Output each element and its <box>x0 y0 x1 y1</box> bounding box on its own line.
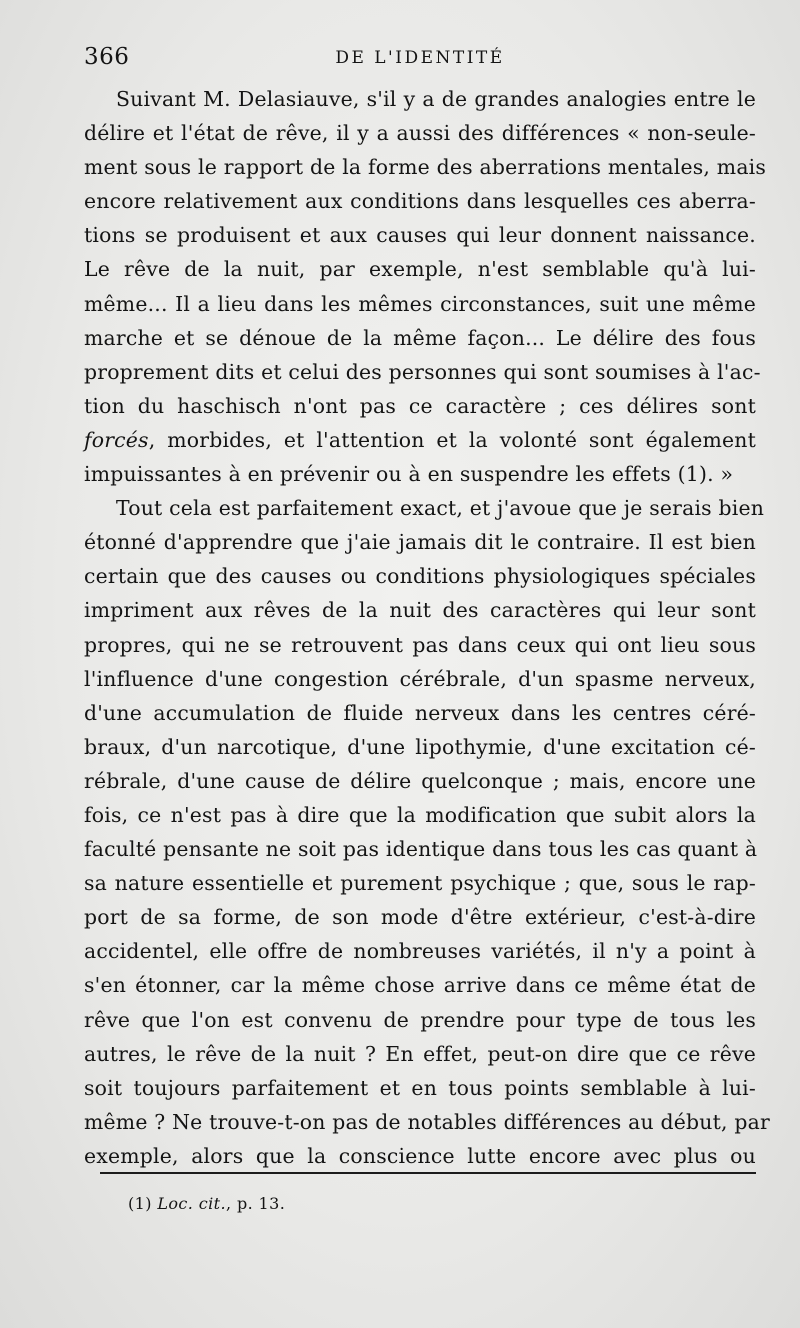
text-line: propres, qui ne se retrouvent pas dans ceux qui ont lieu sous <box>84 632 756 657</box>
text-line: même... Il a lieu dans les mêmes circonstances, suit une même <box>84 291 756 316</box>
page-number: 366 <box>84 44 130 70</box>
text-line: tions se produisent et aux causes qui leur donnent naissance. <box>84 223 756 248</box>
text-line: Tout cela est parfaitement exact, et j'avoue que je serais bien <box>116 496 765 521</box>
text-line: exemple, alors que la conscience lutte encore avec plus ou <box>84 1143 756 1168</box>
text-line: l'influence d'une congestion cérébrale, d'un spasme nerveux, <box>84 666 756 691</box>
text-line: étonné d'apprendre que j'aie jamais dit le contraire. Il est bien <box>84 530 756 555</box>
text-line: délire et l'état de rêve, il y a aussi des différences « non-seule- <box>84 121 756 146</box>
text-line: forcés, morbides, et l'attention et la volonté sont également <box>84 427 756 452</box>
text-line: port de sa forme, de son mode d'être extérieur, c'est-à-dire <box>84 905 756 930</box>
text-line: d'une accumulation de fluide nerveux dans les centres céré- <box>84 700 756 725</box>
text-line: rêve que l'on est convenu de prendre pour type de tous les <box>84 1007 756 1032</box>
emphasis-word: forcés <box>84 427 149 452</box>
text-line: autres, le rêve de la nuit ? En effet, peut-on dire que ce rêve <box>84 1041 756 1066</box>
footnote-page: , p. 13. <box>225 1194 286 1213</box>
text-line: même ? Ne trouve-t-on pas de notables différences au début, par <box>84 1109 770 1134</box>
footnote-rule <box>100 1172 756 1174</box>
footnote-marker: (1) <box>128 1194 152 1213</box>
text-line: faculté pensante ne soit pas identique dans tous les cas quant à <box>84 837 758 862</box>
text-line: fois, ce n'est pas à dire que la modification que subit alors la <box>84 802 756 827</box>
running-title: DE L'IDENTITÉ <box>335 48 505 68</box>
text-line: certain que des causes ou conditions physiologiques spéciales <box>84 564 756 589</box>
text-line: encore relativement aux conditions dans lesquelles ces aberra- <box>84 189 756 214</box>
body-text <box>84 82 770 1173</box>
text-line: proprement dits et celui des personnes qui sont soumises à l'ac- <box>84 359 761 384</box>
footnote <box>128 1194 285 1213</box>
text-line: rébrale, d'une cause de délire quelconque ; mais, encore une <box>84 768 756 793</box>
text-line: soit toujours parfaitement et en tous points semblable à lui- <box>84 1075 756 1100</box>
page-header <box>84 44 756 74</box>
text-line: accidentel, elle offre de nombreuses variétés, il n'y a point à <box>84 939 756 964</box>
text-line: Le rêve de la nuit, par exemple, n'est semblable qu'à lui- <box>84 257 756 282</box>
text-line: sa nature essentielle et purement psychique ; que, sous le rap- <box>84 871 756 896</box>
text-line: marche et se dénoue de la même façon... Le délire des fous <box>84 325 756 350</box>
text-line: impriment aux rêves de la nuit des caractères qui leur sont <box>84 598 756 623</box>
footnote-source: Loc. cit. <box>157 1194 226 1213</box>
text-line: ment sous le rapport de la forme des aberrations mentales, mais <box>84 155 767 180</box>
text-line: Suivant M. Delasiauve, s'il y a de grandes analogies entre le <box>116 87 756 111</box>
text-line: braux, d'un narcotique, d'une lipothymie, d'une excitation cé- <box>84 734 756 759</box>
text-line: impuissantes à en prévenir ou à en suspendre les effets (1). » <box>84 462 734 487</box>
text-line: tion du haschisch n'ont pas ce caractère ; ces délires sont <box>84 393 756 418</box>
text-line: s'en étonner, car la même chose arrive dans ce même état de <box>84 973 756 998</box>
